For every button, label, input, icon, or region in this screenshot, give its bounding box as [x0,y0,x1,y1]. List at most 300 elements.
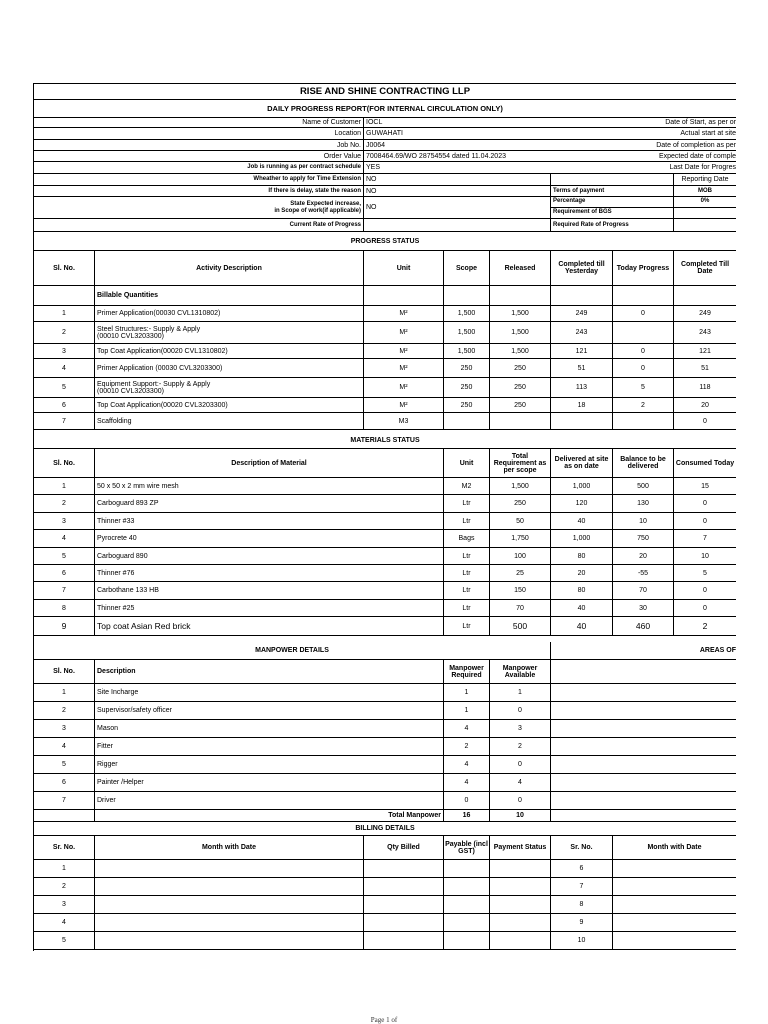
billing-month [95,860,364,877]
material-consumed: 0 [703,500,707,507]
progress-unit: M² [364,378,444,397]
percentage-label: Percentage [551,197,673,208]
material-delivered: 20 [551,565,613,581]
progress-unit: M² [364,344,444,358]
blank-cell [490,286,551,305]
material-description: Top coat Asian Red brick [95,617,444,635]
info-row [34,162,736,174]
progress-activity [95,359,364,377]
material-requirement: 1,500 [490,478,551,494]
progress-activity [95,322,364,343]
manpower-required: 0 [444,792,490,809]
manpower-required: 4 [444,720,490,737]
progress-header-row [34,251,736,286]
billing-header-sr: Sr. No. [34,836,95,859]
manpower-description: Rigger [95,756,444,773]
material-consumed: 5 [703,569,707,577]
report-title: DAILY PROGRESS REPORT(FOR INTERNAL CIRCULATION ONLY) [267,104,503,113]
progress-sl: 7 [34,413,95,429]
manpower-available: 0 [490,756,551,773]
progress-till-date: 121 [699,347,711,355]
info-label: Location [34,128,364,139]
required-rate-value [674,219,736,231]
text-line: Equipment Support:- Supply & Apply [97,380,211,388]
percentage-value-cell [674,197,736,218]
billing-status [490,932,551,949]
progress-row [34,413,736,430]
progress-today: 0 [613,359,674,377]
material-delivered: 80 [551,582,613,599]
text-line: (00010 CVL3203300) [97,332,164,340]
material-description: 50 x 50 x 2 mm wire mesh [95,478,444,494]
info-right-label: Date of completion as per [656,141,736,149]
areas-of-cell [551,684,736,701]
progress-header-till-yesterday: Completed till Yesterday [551,251,613,285]
info-label: Job is running as per contract schedule [34,162,364,173]
terms-of-payment-label: Terms of payment [551,186,674,196]
material-sl: 4 [34,530,95,547]
progress-unit: M² [364,322,444,343]
material-balance: 20 [613,548,674,564]
progress-today: 0 [613,344,674,358]
billing-sr-2: 10 [551,932,613,949]
material-delivered: 40 [551,600,613,616]
material-requirement: 25 [490,565,551,581]
materials-status-title: MATERIALS STATUS [350,436,420,444]
manpower-sl: 6 [34,774,95,791]
billing-sr: 4 [34,914,95,931]
billing-sr: 3 [34,896,95,913]
material-requirement: 1,750 [490,530,551,547]
progress-sl: 2 [34,322,95,343]
billing-qty [364,860,444,877]
progress-till-date: 51 [701,364,709,372]
blank-cell [551,174,674,185]
material-row [34,478,736,495]
manpower-header-required: Manpower Required [444,660,490,683]
material-balance: 30 [613,600,674,616]
billing-month-2 [613,914,736,931]
billing-qty [364,878,444,895]
material-description: Pyrocrete 40 [95,530,444,547]
material-requirement: 250 [490,495,551,512]
material-unit: Ltr [444,582,490,599]
material-unit: Ltr [444,617,490,635]
billing-row [34,860,736,878]
material-delivered: 1,000 [551,530,613,547]
billing-month-2 [613,896,736,913]
material-consumed: 15 [701,482,709,490]
progress-unit: M² [364,306,444,321]
material-unit: M2 [444,478,490,494]
progress-report-sheet [33,83,736,951]
info-value: YES [366,164,381,171]
material-delivered: 40 [551,513,613,529]
material-unit: Bags [444,530,490,547]
manpower-title: MANPOWER DETAILS [34,642,551,659]
material-requirement: 150 [490,582,551,599]
material-unit: Ltr [444,513,490,529]
report-title-row [34,100,736,118]
text-line: Primer Application(00030 CVL1310802) [97,310,221,317]
material-balance: 70 [613,582,674,599]
info-right-label: Date of Start, as per or [665,119,736,126]
progress-scope [444,413,490,429]
materials-header-unit: Unit [444,449,490,477]
billing-sr-2: 6 [551,860,613,877]
progress-header-released: Released [490,251,551,285]
progress-till-yesterday: 243 [551,322,613,343]
manpower-description: Painter /Helper [95,774,444,791]
progress-status-title: PROGRESS STATUS [350,237,420,245]
text-line: Primer Application (00030 CVL3203300) [97,364,223,372]
progress-header-activity: Activity Description [95,251,364,285]
info-label: Job No. [34,140,364,150]
progress-released [490,413,551,429]
material-row [34,495,736,513]
progress-released: 250 [490,398,551,412]
progress-header-till-date: Completed Till Date [680,261,730,275]
material-sl: 9 [34,617,95,635]
billing-header-qty: Qty Billed [364,836,444,859]
billing-month [95,896,364,913]
material-consumed: 2 [702,620,708,631]
progress-till-yesterday: 51 [551,359,613,377]
billing-header-status: Payment Status [490,836,551,859]
progress-activity [95,378,364,397]
billing-month-2 [613,878,736,895]
blank-cell [613,286,674,305]
areas-of-cell [551,792,736,809]
material-unit: Ltr [444,565,490,581]
manpower-required: 1 [444,702,490,719]
progress-till-date: 20 [701,401,709,409]
progress-sl: 3 [34,344,95,358]
areas-of-cell [551,738,736,755]
manpower-available: 4 [490,774,551,791]
progress-sl: 6 [34,398,95,412]
manpower-sl: 2 [34,702,95,719]
info-value: J0064 [366,141,386,149]
areas-of-cell [551,702,736,719]
billable-quantities-row [34,286,736,306]
materials-header-consumed: Consumed Today [675,459,735,467]
material-balance: 460 [613,617,674,635]
reporting-date-label: Reporting Date [681,176,729,183]
text-line: Steel Structures:- Supply & Apply [97,325,201,333]
info-label: Order Value [34,151,364,161]
progress-released: 1,500 [490,344,551,358]
text-line: Scaffolding [97,417,132,425]
progress-unit: M² [364,359,444,377]
progress-row [34,322,736,344]
blank-cell [551,286,613,305]
areas-of-title: AREAS OF [699,647,736,654]
blank-cell [674,286,736,305]
material-consumed: 0 [703,517,707,525]
blank-cell [34,286,95,305]
billing-row [34,878,736,896]
progress-scope: 1,500 [444,344,490,358]
material-description: Thinner #33 [95,513,444,529]
progress-till-date: 249 [699,310,711,317]
material-balance: 10 [613,513,674,529]
billing-row [34,896,736,914]
company-title-row [34,84,736,100]
material-delivered: 40 [551,617,613,635]
progress-row [34,359,736,378]
material-unit: Ltr [444,548,490,564]
material-row [34,530,736,548]
progress-today: 2 [613,398,674,412]
info-value: GUWAHATI [366,130,403,137]
progress-row [34,306,736,322]
material-delivered: 120 [551,495,613,512]
billing-payable [444,896,490,913]
material-balance: 500 [613,478,674,494]
progress-header-unit: Unit [364,251,444,285]
manpower-required: 1 [444,684,490,701]
progress-released: 1,500 [490,306,551,321]
progress-till-yesterday: 121 [551,344,613,358]
manpower-available: 0 [490,702,551,719]
percentage-bgs-cell [551,197,674,218]
manpower-header-row [34,660,736,684]
material-description: Thinner #25 [95,600,444,616]
material-unit: Ltr [444,495,490,512]
material-sl: 6 [34,565,95,581]
manpower-description: Mason [95,720,444,737]
manpower-description: Site Incharge [95,684,444,701]
delay-reason-label: If there is delay, state the reason [34,186,364,196]
billing-payable [444,860,490,877]
total-manpower-available: 10 [490,810,551,821]
manpower-header-description: Description [95,660,444,683]
material-consumed: 0 [703,604,707,612]
material-row [34,600,736,617]
materials-header-description: Description of Material [95,449,444,477]
billing-month [95,932,364,949]
material-balance: 130 [613,495,674,512]
progress-sl: 4 [34,359,95,377]
info-row [34,118,736,128]
material-consumed: 7 [703,535,707,542]
info-row [34,151,736,162]
progress-till-yesterday: 249 [551,306,613,321]
areas-of-cell [551,774,736,791]
manpower-sl: 5 [34,756,95,773]
billing-header-sr-2: Sr. No. [551,836,613,859]
material-requirement: 100 [490,548,551,564]
material-consumed: 10 [701,552,709,560]
manpower-row [34,720,736,738]
materials-header-row [34,449,736,478]
bgs-value [674,208,736,218]
areas-of-cell [551,756,736,773]
billing-status [490,860,551,877]
billing-qty [364,914,444,931]
materials-status-title-row [34,432,736,449]
blank-cell [364,286,444,305]
materials-header-sl: Sl. No. [34,449,95,477]
progress-activity [95,398,364,412]
billing-qty [364,896,444,913]
manpower-row [34,792,736,810]
billing-header-row [34,836,736,860]
material-description: Carboguard 890 [95,548,444,564]
billing-row [34,914,736,932]
material-sl: 7 [34,582,95,599]
progress-header-scope: Scope [444,251,490,285]
progress-released: 1,500 [490,322,551,343]
percentage-value: 0% [674,197,736,208]
info-value: IOCL [366,119,383,126]
billing-status [490,914,551,931]
manpower-title-row [34,642,736,660]
progress-till-date: 0 [703,417,707,425]
billing-sr: 2 [34,878,95,895]
material-balance: 750 [613,530,674,547]
progress-today [613,413,674,429]
manpower-sl: 3 [34,720,95,737]
manpower-description: Driver [95,792,444,809]
materials-header-balance: Balance to be delivered [613,449,674,477]
manpower-row [34,774,736,792]
material-sl: 1 [34,478,95,494]
manpower-required: 2 [444,738,490,755]
progress-scope: 1,500 [444,306,490,321]
progress-till-date: 118 [699,384,711,391]
billing-header-payable: Payable (incl GST) [444,836,490,859]
info-row [34,174,736,186]
current-rate-label: Current Rate of Progress [34,219,364,231]
billing-sr: 5 [34,932,95,949]
text-line: Top Coat Application(00020 CVL1310802) [97,347,228,355]
info-row [34,140,736,151]
progress-status-title-row [34,232,736,251]
blank-cell [34,810,95,821]
material-row [34,565,736,582]
billing-title-row [34,822,736,836]
manpower-available: 2 [490,738,551,755]
progress-activity [95,413,364,429]
materials-header-delivered: Delivered at site as on date [551,449,613,477]
total-manpower-label: Total Manpower [95,810,444,821]
material-requirement: 70 [490,600,551,616]
page-footer: Page 1 of [370,1016,398,1024]
material-sl: 8 [34,600,95,616]
current-rate-value [364,219,551,231]
material-row [34,513,736,530]
blank-cell [551,810,736,821]
text-line: (00010 CVL3203300) [97,387,164,395]
billing-month-2 [613,932,736,949]
material-description: Thinner #76 [95,565,444,581]
billing-sr-2: 9 [551,914,613,931]
info-right-label: Last Date for Progres [669,164,736,171]
billing-header-month: Month with Date [95,836,364,859]
manpower-available: 3 [490,720,551,737]
billing-month-2 [613,860,736,877]
info-value: NO [364,174,551,185]
progress-sl: 5 [34,378,95,397]
progress-unit: M² [364,398,444,412]
billable-quantities-label: Billable Quantities [95,286,364,305]
material-consumed: 0 [703,587,707,594]
text-line: Top Coat Application(00020 CVL3203300) [97,401,228,409]
material-row [34,582,736,600]
billing-header-month-2: Month with Date [647,844,702,851]
manpower-row [34,684,736,702]
material-row [34,617,736,636]
manpower-description: Fitter [95,738,444,755]
material-sl: 5 [34,548,95,564]
required-rate-label: Required Rate of Progress [551,219,674,231]
company-name: RISE AND SHINE CONTRACTING LLP [299,86,471,97]
material-sl: 2 [34,495,95,512]
progress-till-yesterday: 18 [551,398,613,412]
manpower-available: 1 [490,684,551,701]
progress-today: 0 [613,306,674,321]
manpower-required: 4 [444,774,490,791]
scope-increase-value: NO [364,197,551,218]
material-delivered: 1,000 [551,478,613,494]
billing-payable [444,878,490,895]
progress-till-yesterday: 113 [551,378,613,397]
material-requirement: 500 [490,617,551,635]
scope-increase-label-line-2: in Scope of work(if applicable) [274,207,361,214]
billing-status [490,896,551,913]
progress-header-today: Today Progress [613,251,674,285]
progress-unit: M3 [364,413,444,429]
progress-released: 250 [490,359,551,377]
delay-reason-value: NO [364,186,551,196]
progress-released: 250 [490,378,551,397]
billing-sr: 1 [34,860,95,877]
billing-row [34,932,736,950]
billing-sr-2: 7 [551,878,613,895]
billing-payable [444,914,490,931]
manpower-header-sl: Sl. No. [34,660,95,683]
material-description: Carboguard 893 ZP [95,495,444,512]
billing-month [95,878,364,895]
scope-increase-row [34,197,736,219]
info-right-label: Expected date of comple [658,152,736,160]
material-balance: -55 [613,565,674,581]
manpower-sl: 7 [34,792,95,809]
scope-increase-label [34,197,364,218]
billing-sr-2: 8 [551,896,613,913]
progress-row [34,344,736,359]
manpower-available: 0 [490,792,551,809]
billing-month [95,914,364,931]
scope-increase-label-line-1: State Expected increase, [290,200,361,207]
progress-header-sl: Sl. No. [34,251,95,285]
material-requirement: 50 [490,513,551,529]
info-label: Wheather to apply for Time Extension [34,174,364,185]
blank-cell [444,286,490,305]
material-description: Carbothane 133 HB [95,582,444,599]
delay-reason-row [34,186,736,197]
progress-row [34,398,736,413]
progress-till-date: 243 [699,329,711,336]
billing-qty [364,932,444,949]
material-delivered: 80 [551,548,613,564]
materials-header-requirement: Total Requirement as per scope [490,449,551,477]
current-rate-row [34,219,736,232]
areas-of-cell [551,660,736,683]
progress-today [613,322,674,343]
